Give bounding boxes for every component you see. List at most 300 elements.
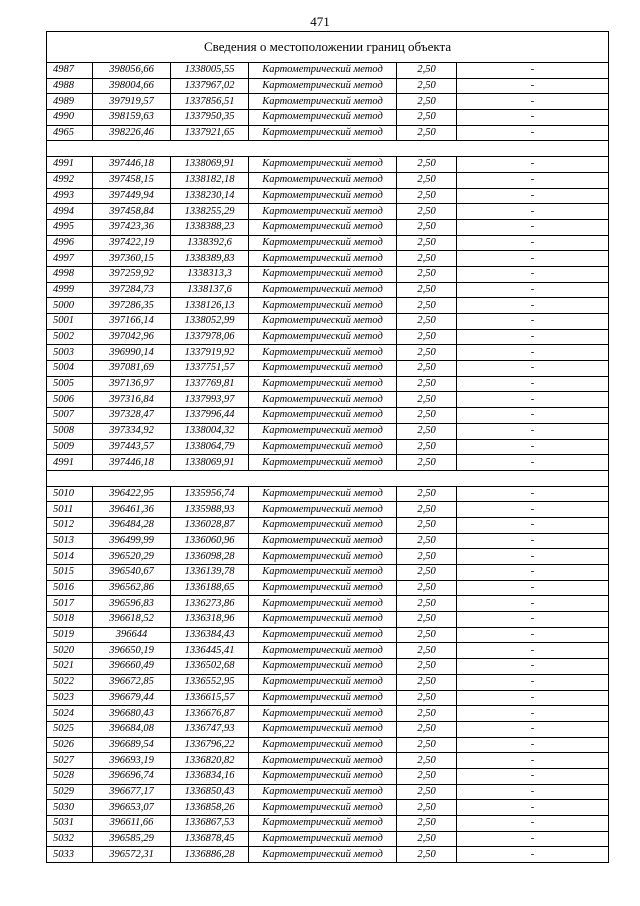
table-row <box>47 565 609 581</box>
x-coordinate-cell: 397446,18 <box>93 157 171 173</box>
point-number-cell: 5030 <box>47 800 93 816</box>
accuracy-cell: 2,50 <box>397 125 457 141</box>
table-row <box>47 172 609 188</box>
description-cell: - <box>457 282 609 298</box>
table-row <box>47 408 609 424</box>
point-number-cell: 4994 <box>47 204 93 220</box>
y-coordinate-cell: 1336796,22 <box>171 737 249 753</box>
table-row <box>47 345 609 361</box>
method-cell: Картометрический метод <box>249 674 397 690</box>
point-number-cell: 5032 <box>47 831 93 847</box>
point-number-cell: 5005 <box>47 376 93 392</box>
method-cell: Картометрический метод <box>249 596 397 612</box>
y-coordinate-cell: 1337769,81 <box>171 376 249 392</box>
description-cell: - <box>457 706 609 722</box>
method-cell: Картометрический метод <box>249 408 397 424</box>
method-cell: Картометрический метод <box>249 800 397 816</box>
x-coordinate-cell: 397259,92 <box>93 266 171 282</box>
accuracy-cell: 2,50 <box>397 502 457 518</box>
point-number-cell: 5029 <box>47 784 93 800</box>
table-row <box>47 549 609 565</box>
description-cell: - <box>457 63 609 79</box>
method-cell: Картометрический метод <box>249 204 397 220</box>
table-row <box>47 596 609 612</box>
accuracy-cell: 2,50 <box>397 172 457 188</box>
method-cell: Картометрический метод <box>249 298 397 314</box>
table-row <box>47 533 609 549</box>
description-cell: - <box>457 157 609 173</box>
y-coordinate-cell: 1336886,28 <box>171 847 249 863</box>
description-cell: - <box>457 219 609 235</box>
accuracy-cell: 2,50 <box>397 643 457 659</box>
table-row <box>47 157 609 173</box>
accuracy-cell: 2,50 <box>397 674 457 690</box>
description-cell: - <box>457 361 609 377</box>
description-cell: - <box>457 266 609 282</box>
point-number-cell: 5014 <box>47 549 93 565</box>
y-coordinate-cell: 1338388,23 <box>171 219 249 235</box>
point-number-cell: 5001 <box>47 314 93 330</box>
table-row <box>47 219 609 235</box>
description-cell: - <box>457 78 609 94</box>
description-cell: - <box>457 533 609 549</box>
accuracy-cell: 2,50 <box>397 423 457 439</box>
x-coordinate-cell: 397919,57 <box>93 94 171 110</box>
y-coordinate-cell: 1338137,6 <box>171 282 249 298</box>
y-coordinate-cell: 1338230,14 <box>171 188 249 204</box>
y-coordinate-cell: 1337967,02 <box>171 78 249 94</box>
x-coordinate-cell: 397284,73 <box>93 282 171 298</box>
method-cell: Картометрический метод <box>249 172 397 188</box>
method-cell: Картометрический метод <box>249 455 397 471</box>
description-cell: - <box>457 800 609 816</box>
point-number-cell: 5011 <box>47 502 93 518</box>
description-cell: - <box>457 502 609 518</box>
accuracy-cell: 2,50 <box>397 533 457 549</box>
accuracy-cell: 2,50 <box>397 282 457 298</box>
method-cell: Картометрический метод <box>249 157 397 173</box>
method-cell: Картометрический метод <box>249 502 397 518</box>
accuracy-cell: 2,50 <box>397 110 457 126</box>
x-coordinate-cell: 398056,66 <box>93 63 171 79</box>
x-coordinate-cell: 397286,35 <box>93 298 171 314</box>
description-cell: - <box>457 580 609 596</box>
accuracy-cell: 2,50 <box>397 188 457 204</box>
method-cell: Картометрический метод <box>249 314 397 330</box>
accuracy-cell: 2,50 <box>397 659 457 675</box>
group-separator-cell <box>47 470 609 486</box>
table-row <box>47 110 609 126</box>
method-cell: Картометрический метод <box>249 392 397 408</box>
method-cell: Картометрический метод <box>249 612 397 628</box>
method-cell: Картометрический метод <box>249 831 397 847</box>
accuracy-cell: 2,50 <box>397 314 457 330</box>
method-cell: Картометрический метод <box>249 721 397 737</box>
method-cell: Картометрический метод <box>249 565 397 581</box>
point-number-cell: 5033 <box>47 847 93 863</box>
description-cell: - <box>457 314 609 330</box>
x-coordinate-cell: 397316,84 <box>93 392 171 408</box>
table-row <box>47 251 609 267</box>
table-body <box>47 63 609 863</box>
point-number-cell: 5026 <box>47 737 93 753</box>
description-cell: - <box>457 674 609 690</box>
accuracy-cell: 2,50 <box>397 612 457 628</box>
description-cell: - <box>457 125 609 141</box>
x-coordinate-cell: 397136,97 <box>93 376 171 392</box>
accuracy-cell: 2,50 <box>397 737 457 753</box>
accuracy-cell: 2,50 <box>397 439 457 455</box>
table-row <box>47 266 609 282</box>
method-cell: Картометрический метод <box>249 847 397 863</box>
method-cell: Картометрический метод <box>249 235 397 251</box>
description-cell: - <box>457 816 609 832</box>
x-coordinate-cell: 396484,28 <box>93 517 171 533</box>
point-number-cell: 4999 <box>47 282 93 298</box>
point-number-cell: 5016 <box>47 580 93 596</box>
method-cell: Картометрический метод <box>249 94 397 110</box>
boundary-coordinates-table <box>46 31 609 863</box>
accuracy-cell: 2,50 <box>397 847 457 863</box>
accuracy-cell: 2,50 <box>397 455 457 471</box>
point-number-cell: 4997 <box>47 251 93 267</box>
accuracy-cell: 2,50 <box>397 549 457 565</box>
y-coordinate-cell: 1336060,96 <box>171 533 249 549</box>
method-cell: Картометрический метод <box>249 282 397 298</box>
method-cell: Картометрический метод <box>249 63 397 79</box>
x-coordinate-cell: 398004,66 <box>93 78 171 94</box>
x-coordinate-cell: 396672,85 <box>93 674 171 690</box>
accuracy-cell: 2,50 <box>397 361 457 377</box>
description-cell: - <box>457 753 609 769</box>
method-cell: Картометрический метод <box>249 486 397 502</box>
point-number-cell: 5028 <box>47 768 93 784</box>
y-coordinate-cell: 1337856,51 <box>171 94 249 110</box>
point-number-cell: 5003 <box>47 345 93 361</box>
accuracy-cell: 2,50 <box>397 78 457 94</box>
y-coordinate-cell: 1338004,32 <box>171 423 249 439</box>
x-coordinate-cell: 398159,63 <box>93 110 171 126</box>
y-coordinate-cell: 1337950,35 <box>171 110 249 126</box>
accuracy-cell: 2,50 <box>397 816 457 832</box>
method-cell: Картометрический метод <box>249 439 397 455</box>
y-coordinate-cell: 1337921,65 <box>171 125 249 141</box>
x-coordinate-cell: 397042,96 <box>93 329 171 345</box>
description-cell: - <box>457 612 609 628</box>
accuracy-cell: 2,50 <box>397 596 457 612</box>
table-row <box>47 188 609 204</box>
x-coordinate-cell: 397423,36 <box>93 219 171 235</box>
table-row <box>47 580 609 596</box>
point-number-cell: 5023 <box>47 690 93 706</box>
description-cell: - <box>457 565 609 581</box>
x-coordinate-cell: 397458,84 <box>93 204 171 220</box>
accuracy-cell: 2,50 <box>397 298 457 314</box>
table-row <box>47 235 609 251</box>
point-number-cell: 5017 <box>47 596 93 612</box>
x-coordinate-cell: 396693,19 <box>93 753 171 769</box>
method-cell: Картометрический метод <box>249 549 397 565</box>
table-row <box>47 737 609 753</box>
table-row <box>47 816 609 832</box>
group-separator-row <box>47 470 609 486</box>
table-row <box>47 94 609 110</box>
description-cell: - <box>457 784 609 800</box>
method-cell: Картометрический метод <box>249 706 397 722</box>
y-coordinate-cell: 1336820,82 <box>171 753 249 769</box>
point-number-cell: 4991 <box>47 157 93 173</box>
y-coordinate-cell: 1337919,92 <box>171 345 249 361</box>
table-row <box>47 392 609 408</box>
x-coordinate-cell: 397166,14 <box>93 314 171 330</box>
table-row <box>47 627 609 643</box>
description-cell: - <box>457 439 609 455</box>
accuracy-cell: 2,50 <box>397 329 457 345</box>
point-number-cell: 4993 <box>47 188 93 204</box>
x-coordinate-cell: 396680,43 <box>93 706 171 722</box>
method-cell: Картометрический метод <box>249 580 397 596</box>
y-coordinate-cell: 1338392,6 <box>171 235 249 251</box>
x-coordinate-cell: 396660,49 <box>93 659 171 675</box>
x-coordinate-cell: 397446,18 <box>93 455 171 471</box>
y-coordinate-cell: 1336850,43 <box>171 784 249 800</box>
table-row <box>47 800 609 816</box>
y-coordinate-cell: 1336318,96 <box>171 612 249 628</box>
method-cell: Картометрический метод <box>249 784 397 800</box>
y-coordinate-cell: 1336028,87 <box>171 517 249 533</box>
table-row <box>47 455 609 471</box>
accuracy-cell: 2,50 <box>397 408 457 424</box>
x-coordinate-cell: 396618,52 <box>93 612 171 628</box>
accuracy-cell: 2,50 <box>397 486 457 502</box>
x-coordinate-cell: 396650,19 <box>93 643 171 659</box>
x-coordinate-cell: 396677,17 <box>93 784 171 800</box>
table-row <box>47 674 609 690</box>
y-coordinate-cell: 1337751,57 <box>171 361 249 377</box>
method-cell: Картометрический метод <box>249 376 397 392</box>
method-cell: Картометрический метод <box>249 768 397 784</box>
point-number-cell: 5006 <box>47 392 93 408</box>
point-number-cell: 5007 <box>47 408 93 424</box>
point-number-cell: 4995 <box>47 219 93 235</box>
point-number-cell: 4988 <box>47 78 93 94</box>
table-row <box>47 361 609 377</box>
x-coordinate-cell: 397422,19 <box>93 235 171 251</box>
x-coordinate-cell: 396499,99 <box>93 533 171 549</box>
x-coordinate-cell: 396684,08 <box>93 721 171 737</box>
y-coordinate-cell: 1336834,16 <box>171 768 249 784</box>
description-cell: - <box>457 643 609 659</box>
x-coordinate-cell: 396422,95 <box>93 486 171 502</box>
accuracy-cell: 2,50 <box>397 753 457 769</box>
table-row <box>47 768 609 784</box>
x-coordinate-cell: 398226,46 <box>93 125 171 141</box>
description-cell: - <box>457 549 609 565</box>
method-cell: Картометрический метод <box>249 627 397 643</box>
x-coordinate-cell: 396572,31 <box>93 847 171 863</box>
description-cell: - <box>457 172 609 188</box>
x-coordinate-cell: 396679,44 <box>93 690 171 706</box>
accuracy-cell: 2,50 <box>397 517 457 533</box>
method-cell: Картометрический метод <box>249 219 397 235</box>
point-number-cell: 5031 <box>47 816 93 832</box>
y-coordinate-cell: 1338389,83 <box>171 251 249 267</box>
description-cell: - <box>457 596 609 612</box>
method-cell: Картометрический метод <box>249 423 397 439</box>
y-coordinate-cell: 1336445,41 <box>171 643 249 659</box>
accuracy-cell: 2,50 <box>397 721 457 737</box>
point-number-cell: 5012 <box>47 517 93 533</box>
x-coordinate-cell: 397328,47 <box>93 408 171 424</box>
x-coordinate-cell: 396611,66 <box>93 816 171 832</box>
description-cell: - <box>457 423 609 439</box>
method-cell: Картометрический метод <box>249 517 397 533</box>
description-cell: - <box>457 408 609 424</box>
point-number-cell: 4990 <box>47 110 93 126</box>
accuracy-cell: 2,50 <box>397 157 457 173</box>
description-cell: - <box>457 188 609 204</box>
y-coordinate-cell: 1336502,68 <box>171 659 249 675</box>
x-coordinate-cell: 396520,29 <box>93 549 171 565</box>
table-row <box>47 282 609 298</box>
point-number-cell: 5000 <box>47 298 93 314</box>
description-cell: - <box>457 737 609 753</box>
method-cell: Картометрический метод <box>249 110 397 126</box>
table-row <box>47 298 609 314</box>
accuracy-cell: 2,50 <box>397 376 457 392</box>
description-cell: - <box>457 517 609 533</box>
table-row <box>47 63 609 79</box>
point-number-cell: 5009 <box>47 439 93 455</box>
y-coordinate-cell: 1338052,99 <box>171 314 249 330</box>
accuracy-cell: 2,50 <box>397 784 457 800</box>
y-coordinate-cell: 1338126,13 <box>171 298 249 314</box>
description-cell: - <box>457 659 609 675</box>
point-number-cell: 5024 <box>47 706 93 722</box>
y-coordinate-cell: 1336676,87 <box>171 706 249 722</box>
y-coordinate-cell: 1335956,74 <box>171 486 249 502</box>
group-separator-cell <box>47 141 609 157</box>
y-coordinate-cell: 1336552,95 <box>171 674 249 690</box>
y-coordinate-cell: 1336747,93 <box>171 721 249 737</box>
method-cell: Картометрический метод <box>249 753 397 769</box>
x-coordinate-cell: 396644 <box>93 627 171 643</box>
accuracy-cell: 2,50 <box>397 800 457 816</box>
point-number-cell: 5022 <box>47 674 93 690</box>
method-cell: Картометрический метод <box>249 690 397 706</box>
table-row <box>47 831 609 847</box>
x-coordinate-cell: 397458,15 <box>93 172 171 188</box>
table-row <box>47 78 609 94</box>
x-coordinate-cell: 396585,29 <box>93 831 171 847</box>
description-cell: - <box>457 204 609 220</box>
method-cell: Картометрический метод <box>249 659 397 675</box>
y-coordinate-cell: 1338313,3 <box>171 266 249 282</box>
point-number-cell: 4965 <box>47 125 93 141</box>
table-row <box>47 314 609 330</box>
description-cell: - <box>457 627 609 643</box>
accuracy-cell: 2,50 <box>397 706 457 722</box>
point-number-cell: 5025 <box>47 721 93 737</box>
description-cell: - <box>457 110 609 126</box>
accuracy-cell: 2,50 <box>397 627 457 643</box>
table-title: Сведения о местоположении границ объекта <box>47 32 609 63</box>
table-row <box>47 784 609 800</box>
y-coordinate-cell: 1336615,57 <box>171 690 249 706</box>
group-separator-row <box>47 141 609 157</box>
method-cell: Картометрический метод <box>249 643 397 659</box>
accuracy-cell: 2,50 <box>397 266 457 282</box>
accuracy-cell: 2,50 <box>397 63 457 79</box>
x-coordinate-cell: 396461,36 <box>93 502 171 518</box>
table-row <box>47 423 609 439</box>
point-number-cell: 5015 <box>47 565 93 581</box>
x-coordinate-cell: 396696,74 <box>93 768 171 784</box>
table-row <box>47 690 609 706</box>
description-cell: - <box>457 376 609 392</box>
description-cell: - <box>457 251 609 267</box>
method-cell: Картометрический метод <box>249 345 397 361</box>
y-coordinate-cell: 1336867,53 <box>171 816 249 832</box>
method-cell: Картометрический метод <box>249 188 397 204</box>
point-number-cell: 5013 <box>47 533 93 549</box>
x-coordinate-cell: 397360,15 <box>93 251 171 267</box>
point-number-cell: 5021 <box>47 659 93 675</box>
table-row <box>47 659 609 675</box>
y-coordinate-cell: 1338069,91 <box>171 455 249 471</box>
method-cell: Картометрический метод <box>249 125 397 141</box>
accuracy-cell: 2,50 <box>397 392 457 408</box>
x-coordinate-cell: 396596,83 <box>93 596 171 612</box>
description-cell: - <box>457 831 609 847</box>
method-cell: Картометрический метод <box>249 533 397 549</box>
x-coordinate-cell: 397081,69 <box>93 361 171 377</box>
y-coordinate-cell: 1338005,55 <box>171 63 249 79</box>
description-cell: - <box>457 345 609 361</box>
description-cell: - <box>457 486 609 502</box>
point-number-cell: 5027 <box>47 753 93 769</box>
description-cell: - <box>457 455 609 471</box>
description-cell: - <box>457 721 609 737</box>
accuracy-cell: 2,50 <box>397 768 457 784</box>
point-number-cell: 5004 <box>47 361 93 377</box>
method-cell: Картометрический метод <box>249 251 397 267</box>
table-row <box>47 125 609 141</box>
x-coordinate-cell: 397443,57 <box>93 439 171 455</box>
x-coordinate-cell: 397334,92 <box>93 423 171 439</box>
accuracy-cell: 2,50 <box>397 235 457 251</box>
y-coordinate-cell: 1336139,78 <box>171 565 249 581</box>
x-coordinate-cell: 396653,07 <box>93 800 171 816</box>
description-cell: - <box>457 235 609 251</box>
x-coordinate-cell: 396562,86 <box>93 580 171 596</box>
accuracy-cell: 2,50 <box>397 94 457 110</box>
table-row <box>47 706 609 722</box>
y-coordinate-cell: 1336384,43 <box>171 627 249 643</box>
point-number-cell: 5002 <box>47 329 93 345</box>
table-row <box>47 517 609 533</box>
accuracy-cell: 2,50 <box>397 580 457 596</box>
description-cell: - <box>457 847 609 863</box>
point-number-cell: 5008 <box>47 423 93 439</box>
point-number-cell: 4992 <box>47 172 93 188</box>
y-coordinate-cell: 1336098,28 <box>171 549 249 565</box>
y-coordinate-cell: 1338182,18 <box>171 172 249 188</box>
accuracy-cell: 2,50 <box>397 345 457 361</box>
accuracy-cell: 2,50 <box>397 219 457 235</box>
point-number-cell: 4987 <box>47 63 93 79</box>
accuracy-cell: 2,50 <box>397 831 457 847</box>
